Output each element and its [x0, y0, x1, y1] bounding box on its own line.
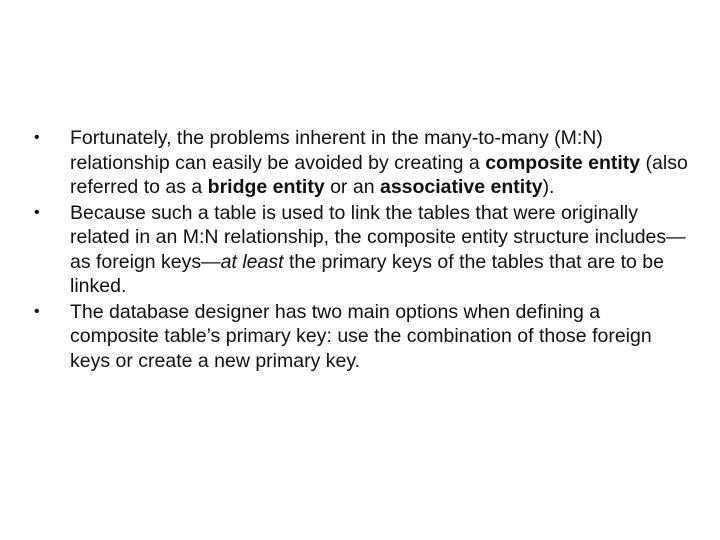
emphasis-at-least: at least [220, 250, 284, 273]
bullet-item-composite-entity [34, 126, 694, 200]
bullet-text: Because such a table is used to link the tables that were originally related in an M:N relationship, the composite entity structure includes—as foreign keys— [70, 201, 686, 273]
bullet-marker-icon: • [34, 302, 40, 320]
bullet-text: or an [324, 176, 380, 198]
bullet-item-foreign-keys [34, 201, 694, 299]
bullet-marker-icon: • [34, 203, 40, 221]
bullet-text: ). [542, 176, 555, 198]
term-bridge-entity: bridge entity [207, 176, 325, 198]
bullet-text: the primary keys of the tables that are to be linked. [70, 250, 664, 297]
bullet-list [34, 126, 694, 374]
bullet-text: The database designer has two main options when defining a composite table’s primary key: use the combination of those foreign keys or create a new primary key. [70, 300, 652, 372]
bullet-text: (also referred to as a [70, 151, 688, 198]
bullet-text: Fortunately, the problems inherent in the many-to-many (M:N) relationship can easily be avoided by creating a [70, 127, 603, 174]
term-composite-entity: composite entity [485, 151, 641, 174]
term-associative-entity: associative entity [379, 176, 543, 198]
bullet-marker-icon: • [34, 129, 40, 146]
bullet-item-primary-key-options [34, 300, 694, 374]
